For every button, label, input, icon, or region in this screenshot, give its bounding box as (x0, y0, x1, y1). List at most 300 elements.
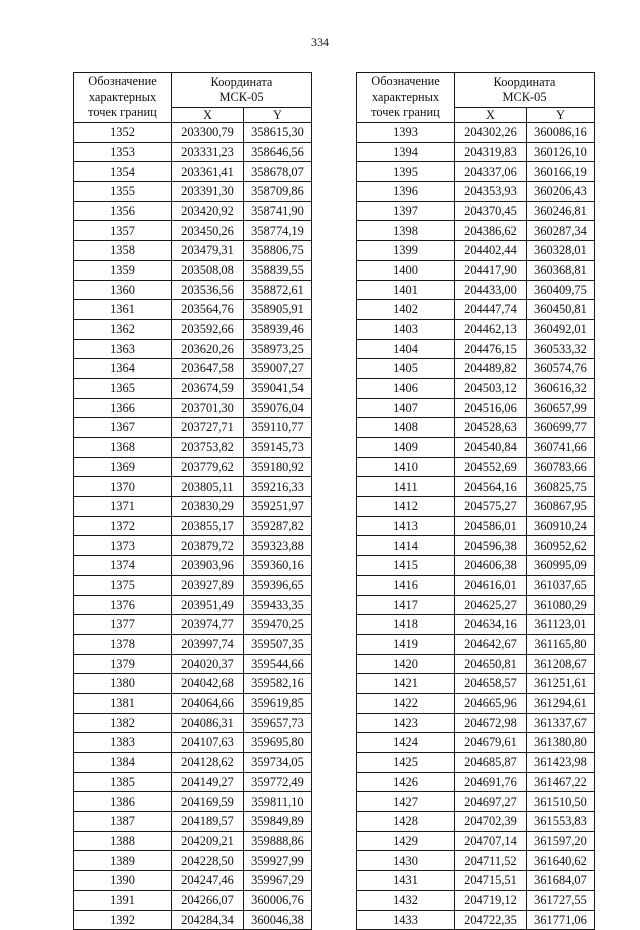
x-coordinate-cell: 204528,63 (455, 418, 527, 438)
table-row (357, 772, 595, 792)
y-coordinate-cell: 360533,32 (527, 339, 595, 359)
x-coordinate-cell: 204540,84 (455, 438, 527, 458)
table-row (357, 516, 595, 536)
designation-header: Обозначение характерных точек границ (74, 73, 172, 123)
point-id-cell: 1396 (357, 182, 455, 202)
point-id-cell: 1430 (357, 851, 455, 871)
table-row (357, 182, 595, 202)
point-id-cell: 1399 (357, 241, 455, 261)
y-coordinate-cell: 359695,80 (244, 733, 312, 753)
point-id-cell: 1398 (357, 221, 455, 241)
y-coordinate-cell: 361640,62 (527, 851, 595, 871)
x-coordinate-cell: 204665,96 (455, 693, 527, 713)
point-id-cell: 1372 (74, 516, 172, 536)
y-coordinate-cell: 359216,33 (244, 477, 312, 497)
point-id-cell: 1370 (74, 477, 172, 497)
y-coordinate-cell: 360952,62 (527, 536, 595, 556)
x-coordinate-cell: 204697,27 (455, 792, 527, 812)
x-coordinate-cell: 203647,58 (172, 359, 244, 379)
x-coordinate-cell: 204586,01 (455, 516, 527, 536)
table-row (357, 319, 595, 339)
point-id-cell: 1357 (74, 221, 172, 241)
point-id-cell: 1365 (74, 378, 172, 398)
point-id-cell: 1361 (74, 300, 172, 320)
x-coordinate-cell: 204370,45 (455, 201, 527, 221)
x-coordinate-cell: 204625,27 (455, 595, 527, 615)
table-row (357, 693, 595, 713)
y-coordinate-cell: 361380,80 (527, 733, 595, 753)
table-row (357, 890, 595, 910)
y-coordinate-cell: 359396,65 (244, 575, 312, 595)
y-coordinate-cell: 358646,56 (244, 142, 312, 162)
point-id-cell: 1395 (357, 162, 455, 182)
y-coordinate-cell: 360699,77 (527, 418, 595, 438)
y-coordinate-cell: 359145,73 (244, 438, 312, 458)
y-coordinate-cell: 359433,35 (244, 595, 312, 615)
table-row (74, 162, 312, 182)
point-id-cell: 1421 (357, 674, 455, 694)
table-row (357, 595, 595, 615)
table-row (74, 438, 312, 458)
y-coordinate-cell: 358741,90 (244, 201, 312, 221)
point-id-cell: 1376 (74, 595, 172, 615)
table-row (74, 910, 312, 930)
x-coordinate-cell: 204672,98 (455, 713, 527, 733)
point-id-cell: 1408 (357, 418, 455, 438)
table-row (74, 851, 312, 871)
point-id-cell: 1419 (357, 634, 455, 654)
table-row (74, 615, 312, 635)
y-coordinate-cell: 358939,46 (244, 319, 312, 339)
y-coordinate-cell: 359927,99 (244, 851, 312, 871)
point-id-cell: 1404 (357, 339, 455, 359)
y-coordinate-cell: 359041,54 (244, 378, 312, 398)
point-id-cell: 1394 (357, 142, 455, 162)
table-row (74, 634, 312, 654)
table-row (74, 300, 312, 320)
table-row (357, 910, 595, 930)
point-id-cell: 1431 (357, 871, 455, 891)
y-coordinate-cell: 359323,88 (244, 536, 312, 556)
y-coordinate-cell: 360409,75 (527, 280, 595, 300)
y-coordinate-cell: 360910,24 (527, 516, 595, 536)
x-coordinate-cell: 203450,26 (172, 221, 244, 241)
y-coordinate-cell: 358615,30 (244, 123, 312, 143)
y-coordinate-cell: 361251,61 (527, 674, 595, 694)
table-row (357, 359, 595, 379)
table-row (74, 556, 312, 576)
x-coordinate-cell: 204386,62 (455, 221, 527, 241)
y-coordinate-cell: 359657,73 (244, 713, 312, 733)
x-coordinate-cell: 204564,16 (455, 477, 527, 497)
point-id-cell: 1379 (74, 654, 172, 674)
x-coordinate-cell: 203300,79 (172, 123, 244, 143)
point-id-cell: 1369 (74, 457, 172, 477)
x-coordinate-cell: 204476,15 (455, 339, 527, 359)
y-coordinate-cell: 360825,75 (527, 477, 595, 497)
y-coordinate-cell: 360206,43 (527, 182, 595, 202)
x-coordinate-cell: 203927,89 (172, 575, 244, 595)
point-id-cell: 1416 (357, 575, 455, 595)
point-id-cell: 1409 (357, 438, 455, 458)
x-coordinate-cell: 204616,01 (455, 575, 527, 595)
y-header: Y (527, 108, 595, 123)
y-coordinate-cell: 361037,65 (527, 575, 595, 595)
y-coordinate-cell: 361423,98 (527, 753, 595, 773)
table-row (74, 733, 312, 753)
point-id-cell: 1423 (357, 713, 455, 733)
y-coordinate-cell: 360741,66 (527, 438, 595, 458)
table-row (357, 851, 595, 871)
point-id-cell: 1364 (74, 359, 172, 379)
table-row (74, 536, 312, 556)
x-coordinate-cell: 204149,27 (172, 772, 244, 792)
x-header: X (455, 108, 527, 123)
table-row (74, 890, 312, 910)
y-coordinate-cell: 360246,81 (527, 201, 595, 221)
point-id-cell: 1384 (74, 753, 172, 773)
y-coordinate-cell: 359180,92 (244, 457, 312, 477)
point-id-cell: 1433 (357, 910, 455, 930)
table-row (357, 339, 595, 359)
table-row (357, 477, 595, 497)
point-id-cell: 1374 (74, 556, 172, 576)
point-id-cell: 1391 (74, 890, 172, 910)
table-row (74, 812, 312, 832)
point-id-cell: 1417 (357, 595, 455, 615)
y-coordinate-cell: 358839,55 (244, 260, 312, 280)
table-row (74, 753, 312, 773)
y-coordinate-cell: 358709,86 (244, 182, 312, 202)
x-coordinate-cell: 204575,27 (455, 497, 527, 517)
y-coordinate-cell: 359544,66 (244, 654, 312, 674)
point-id-cell: 1352 (74, 123, 172, 143)
table-row (357, 654, 595, 674)
y-coordinate-cell: 361510,50 (527, 792, 595, 812)
x-coordinate-cell: 203753,82 (172, 438, 244, 458)
point-id-cell: 1388 (74, 831, 172, 851)
point-id-cell: 1354 (74, 162, 172, 182)
table-row (74, 398, 312, 418)
table-row (357, 142, 595, 162)
table-row (357, 812, 595, 832)
point-id-cell: 1393 (357, 123, 455, 143)
point-id-cell: 1413 (357, 516, 455, 536)
y-coordinate-cell: 361684,07 (527, 871, 595, 891)
x-coordinate-cell: 204447,74 (455, 300, 527, 320)
x-coordinate-cell: 203903,96 (172, 556, 244, 576)
table-row (357, 713, 595, 733)
x-coordinate-cell: 203620,26 (172, 339, 244, 359)
x-coordinate-cell: 204107,63 (172, 733, 244, 753)
y-coordinate-cell: 360166,19 (527, 162, 595, 182)
x-coordinate-cell: 203830,29 (172, 497, 244, 517)
y-coordinate-cell: 361553,83 (527, 812, 595, 832)
table-row (74, 339, 312, 359)
page-number: 334 (311, 35, 329, 49)
x-coordinate-cell: 204319,83 (455, 142, 527, 162)
y-coordinate-cell: 359967,29 (244, 871, 312, 891)
x-coordinate-cell: 204715,51 (455, 871, 527, 891)
point-id-cell: 1368 (74, 438, 172, 458)
point-id-cell: 1406 (357, 378, 455, 398)
table-row (357, 221, 595, 241)
y-coordinate-cell: 361771,06 (527, 910, 595, 930)
coordinate-header: Координата МСК-05 (172, 73, 312, 108)
point-id-cell: 1402 (357, 300, 455, 320)
x-coordinate-cell: 204402,44 (455, 241, 527, 261)
table-row (74, 182, 312, 202)
point-id-cell: 1425 (357, 753, 455, 773)
y-coordinate-cell: 359007,27 (244, 359, 312, 379)
y-coordinate-cell: 359582,16 (244, 674, 312, 694)
table-row (74, 516, 312, 536)
table-row (74, 418, 312, 438)
x-coordinate-cell: 203508,08 (172, 260, 244, 280)
x-coordinate-cell: 204489,82 (455, 359, 527, 379)
table-row (74, 674, 312, 694)
x-coordinate-cell: 204042,68 (172, 674, 244, 694)
x-coordinate-cell: 204503,12 (455, 378, 527, 398)
table-row (74, 319, 312, 339)
table-row (74, 378, 312, 398)
x-coordinate-cell: 203420,92 (172, 201, 244, 221)
point-id-cell: 1432 (357, 890, 455, 910)
x-coordinate-cell: 204189,57 (172, 812, 244, 832)
y-coordinate-cell: 360574,76 (527, 359, 595, 379)
y-coordinate-cell: 360450,81 (527, 300, 595, 320)
table-row (357, 418, 595, 438)
designation-header: Обозначение характерных точек границ (357, 73, 455, 123)
x-coordinate-cell: 203855,17 (172, 516, 244, 536)
point-id-cell: 1403 (357, 319, 455, 339)
table-row (357, 536, 595, 556)
x-coordinate-cell: 203974,77 (172, 615, 244, 635)
point-id-cell: 1381 (74, 693, 172, 713)
point-id-cell: 1382 (74, 713, 172, 733)
y-coordinate-cell: 358872,61 (244, 280, 312, 300)
x-coordinate-cell: 203536,56 (172, 280, 244, 300)
table-row (74, 457, 312, 477)
table-row (74, 221, 312, 241)
table-row (357, 201, 595, 221)
point-id-cell: 1389 (74, 851, 172, 871)
y-coordinate-cell: 360616,32 (527, 378, 595, 398)
point-id-cell: 1373 (74, 536, 172, 556)
x-coordinate-cell: 203951,49 (172, 595, 244, 615)
point-id-cell: 1412 (357, 497, 455, 517)
x-coordinate-cell: 203674,59 (172, 378, 244, 398)
table-row (74, 575, 312, 595)
table-row (357, 871, 595, 891)
table-row (357, 634, 595, 654)
x-coordinate-cell: 204702,39 (455, 812, 527, 832)
y-coordinate-cell: 360867,95 (527, 497, 595, 517)
point-id-cell: 1392 (74, 910, 172, 930)
point-id-cell: 1385 (74, 772, 172, 792)
x-coordinate-cell: 204685,87 (455, 753, 527, 773)
point-id-cell: 1415 (357, 556, 455, 576)
table-row (74, 713, 312, 733)
x-coordinate-cell: 204642,67 (455, 634, 527, 654)
x-coordinate-cell: 203805,11 (172, 477, 244, 497)
table-row (74, 792, 312, 812)
coordinate-header: Координата МСК-05 (455, 73, 595, 108)
x-coordinate-cell: 203879,72 (172, 536, 244, 556)
y-coordinate-cell: 359076,04 (244, 398, 312, 418)
table-row (357, 831, 595, 851)
y-coordinate-cell: 361165,80 (527, 634, 595, 654)
y-coordinate-cell: 358905,91 (244, 300, 312, 320)
x-coordinate-cell: 204606,38 (455, 556, 527, 576)
table-row (357, 300, 595, 320)
x-coordinate-cell: 204711,52 (455, 851, 527, 871)
x-coordinate-cell: 204302,26 (455, 123, 527, 143)
y-coordinate-cell: 359849,89 (244, 812, 312, 832)
coordinates-table-right (356, 72, 595, 930)
y-coordinate-cell: 360126,10 (527, 142, 595, 162)
table-row (357, 241, 595, 261)
point-id-cell: 1422 (357, 693, 455, 713)
x-coordinate-cell: 204596,38 (455, 536, 527, 556)
table-row (74, 654, 312, 674)
table-row (357, 398, 595, 418)
point-id-cell: 1367 (74, 418, 172, 438)
table-row (74, 359, 312, 379)
x-coordinate-cell: 204353,93 (455, 182, 527, 202)
x-coordinate-cell: 204128,62 (172, 753, 244, 773)
point-id-cell: 1410 (357, 457, 455, 477)
x-coordinate-cell: 203391,30 (172, 182, 244, 202)
y-coordinate-cell: 361467,22 (527, 772, 595, 792)
table-row (74, 241, 312, 261)
point-id-cell: 1411 (357, 477, 455, 497)
x-coordinate-cell: 204337,06 (455, 162, 527, 182)
x-coordinate-cell: 204266,07 (172, 890, 244, 910)
x-coordinate-cell: 203331,23 (172, 142, 244, 162)
y-header: Y (244, 108, 312, 123)
x-coordinate-cell: 204722,35 (455, 910, 527, 930)
point-id-cell: 1359 (74, 260, 172, 280)
point-id-cell: 1375 (74, 575, 172, 595)
y-coordinate-cell: 361337,67 (527, 713, 595, 733)
point-id-cell: 1355 (74, 182, 172, 202)
y-coordinate-cell: 361597,20 (527, 831, 595, 851)
x-coordinate-cell: 204228,50 (172, 851, 244, 871)
table-row (357, 792, 595, 812)
point-id-cell: 1366 (74, 398, 172, 418)
x-coordinate-cell: 204516,06 (455, 398, 527, 418)
y-coordinate-cell: 361727,55 (527, 890, 595, 910)
x-coordinate-cell: 204209,21 (172, 831, 244, 851)
point-id-cell: 1383 (74, 733, 172, 753)
y-coordinate-cell: 359734,05 (244, 753, 312, 773)
table-row (74, 595, 312, 615)
coordinates-table-left (73, 72, 312, 930)
table-row (357, 556, 595, 576)
point-id-cell: 1405 (357, 359, 455, 379)
y-coordinate-cell: 359619,85 (244, 693, 312, 713)
point-id-cell: 1428 (357, 812, 455, 832)
y-coordinate-cell: 360783,66 (527, 457, 595, 477)
x-coordinate-cell: 204247,46 (172, 871, 244, 891)
x-coordinate-cell: 204462,13 (455, 319, 527, 339)
table-row (357, 260, 595, 280)
x-coordinate-cell: 204679,61 (455, 733, 527, 753)
x-coordinate-cell: 203479,31 (172, 241, 244, 261)
x-coordinate-cell: 204552,69 (455, 457, 527, 477)
table-row (357, 733, 595, 753)
point-id-cell: 1400 (357, 260, 455, 280)
point-id-cell: 1377 (74, 615, 172, 635)
table-row (357, 674, 595, 694)
point-id-cell: 1429 (357, 831, 455, 851)
x-coordinate-cell: 204086,31 (172, 713, 244, 733)
point-id-cell: 1353 (74, 142, 172, 162)
table-row (74, 693, 312, 713)
x-coordinate-cell: 204433,00 (455, 280, 527, 300)
x-coordinate-cell: 204707,14 (455, 831, 527, 851)
y-coordinate-cell: 361080,29 (527, 595, 595, 615)
y-coordinate-cell: 359251,97 (244, 497, 312, 517)
table-row (357, 457, 595, 477)
point-id-cell: 1418 (357, 615, 455, 635)
table-row (357, 280, 595, 300)
table-row (74, 123, 312, 143)
table-row (357, 162, 595, 182)
y-coordinate-cell: 358678,07 (244, 162, 312, 182)
point-id-cell: 1363 (74, 339, 172, 359)
y-coordinate-cell: 360328,01 (527, 241, 595, 261)
table-row (357, 438, 595, 458)
y-coordinate-cell: 359772,49 (244, 772, 312, 792)
table-row (74, 497, 312, 517)
x-coordinate-cell: 203701,30 (172, 398, 244, 418)
point-id-cell: 1390 (74, 871, 172, 891)
y-coordinate-cell: 360492,01 (527, 319, 595, 339)
table-row (74, 871, 312, 891)
table-row (357, 378, 595, 398)
point-id-cell: 1401 (357, 280, 455, 300)
point-id-cell: 1407 (357, 398, 455, 418)
table-row (74, 142, 312, 162)
x-coordinate-cell: 203361,41 (172, 162, 244, 182)
x-coordinate-cell: 203564,76 (172, 300, 244, 320)
x-coordinate-cell: 204634,16 (455, 615, 527, 635)
x-coordinate-cell: 204719,12 (455, 890, 527, 910)
x-coordinate-cell: 204658,57 (455, 674, 527, 694)
table-row (74, 280, 312, 300)
x-coordinate-cell: 204650,81 (455, 654, 527, 674)
y-coordinate-cell: 359360,16 (244, 556, 312, 576)
point-id-cell: 1427 (357, 792, 455, 812)
point-id-cell: 1424 (357, 733, 455, 753)
point-id-cell: 1380 (74, 674, 172, 694)
table-row (74, 260, 312, 280)
y-coordinate-cell: 360006,76 (244, 890, 312, 910)
y-coordinate-cell: 360287,34 (527, 221, 595, 241)
point-id-cell: 1387 (74, 812, 172, 832)
y-coordinate-cell: 361208,67 (527, 654, 595, 674)
x-coordinate-cell: 204691,76 (455, 772, 527, 792)
y-coordinate-cell: 360086,16 (527, 123, 595, 143)
y-coordinate-cell: 359888,86 (244, 831, 312, 851)
table-row (357, 615, 595, 635)
x-coordinate-cell: 204064,66 (172, 693, 244, 713)
table-row (74, 831, 312, 851)
y-coordinate-cell: 360995,09 (527, 556, 595, 576)
x-coordinate-cell: 204020,37 (172, 654, 244, 674)
